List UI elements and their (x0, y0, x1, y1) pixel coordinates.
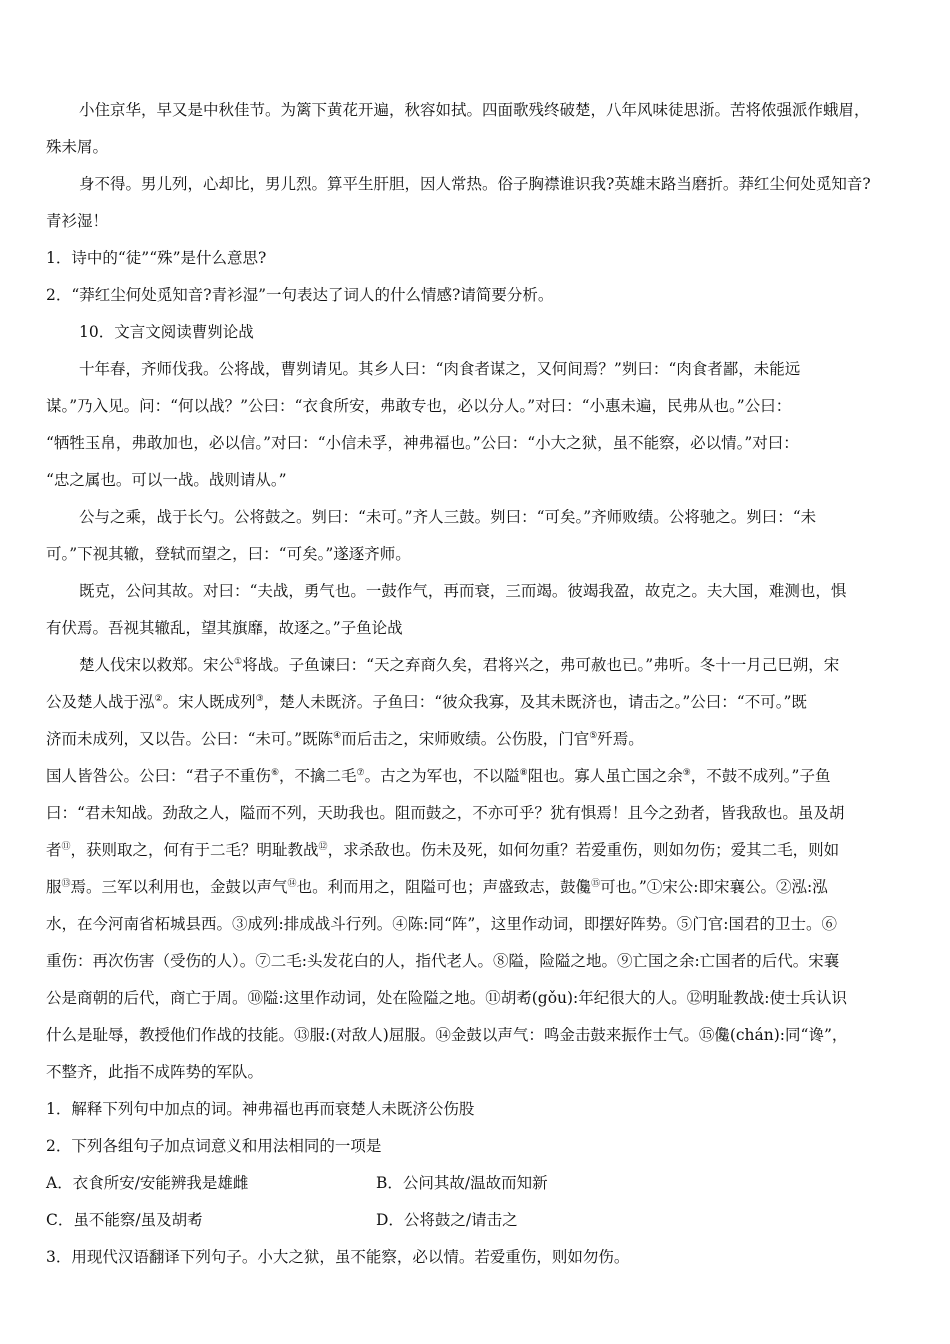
text-run: 者 (46, 841, 62, 859)
text-run: 阻也。寡人虽亡国之余 (527, 767, 683, 785)
text-line: 有伏焉。吾视其辙乱，望其旗靡，故逐之。”子鱼论战 (46, 619, 403, 637)
section-title: 10．文言文阅读曹刿论战 (79, 323, 254, 341)
text-run: ，求杀敌也。伤未及死，如何勿重？若爱重伤，则如勿伤；爱其二毛，则如 (327, 841, 840, 859)
text-run: 。古之为军也，不以隘 (364, 767, 520, 785)
text-run: 公及楚人战于泓 (46, 693, 155, 711)
text-line: 既克，公问其故。对曰：“夫战，勇气也。一鼓作气，再而衰，三而竭。彼竭我盈，故克之。夫大国，难测也，惧 (79, 582, 847, 600)
text-run: 服 (46, 878, 62, 896)
document-content (46, 92, 908, 1276)
option-d: D．公将鼓之/请击之 (376, 1211, 518, 1229)
option-a: A．衣食所安/安能辨我是雄雌 (46, 1174, 249, 1192)
footnote-marker: ⑮ (591, 878, 601, 889)
text-line: 可。”下视其辙，登轼而望之，曰：“可矣。”遂逐齐师。 (46, 545, 411, 563)
poem-question-1: 1．诗中的“徒”“殊”是什么意思? (46, 249, 267, 267)
text-line: 谋。”乃入见。问：“何以战？”公曰：“衣食所安，弗敢专也，必以分人。”对曰：“小惠未遍，民弗从也。”公曰： (46, 397, 792, 415)
footnote-marker: ⑦ (356, 767, 365, 778)
text-line: 十年春，齐师伐我。公将战，曹刿请见。其乡人曰：“肉食者谋之，又何间焉？”刿曰：“肉食者鄙，未能远 (79, 360, 801, 378)
footnote-marker: ⑥ (270, 767, 280, 778)
poem-question-2: 2．“莽红尘何处觅知音?青衫湿”一句表达了词人的什么情感?请简要分析。 (46, 286, 554, 304)
note-line: 不整齐，此指不成阵势的军队。 (46, 1063, 264, 1081)
text-run: 歼焉。 (597, 730, 644, 748)
note-line: 重伤：再次伤害（受伤的人）。⑦二毛:头发花白的人，指代老人。⑧隘，险隘之地。⑨亡国之余:亡国者的后代。宋襄 (46, 952, 840, 970)
footnote-marker: ② (154, 693, 163, 704)
footnote-marker: ⑧ (519, 767, 528, 778)
question-2: 2．下列各组句子加点词意义和用法相同的一项是 (46, 1137, 382, 1155)
cao-paragraph-2 (46, 499, 908, 573)
poem-paragraph-1 (46, 92, 908, 166)
text-line: “忠之属也。可以一战。战则请从。” (46, 471, 287, 489)
footnote-marker: ④ (333, 730, 342, 741)
footnote-marker: ③ (255, 693, 264, 704)
footnote-marker: ⑪ (61, 841, 71, 852)
option-c: C．虽不能察/虽及胡耇 (46, 1211, 203, 1229)
cao-paragraph-3 (46, 573, 908, 647)
options-row-1 (46, 1165, 908, 1202)
text-run: 焉。三军以利用也，金鼓以声气 (70, 878, 288, 896)
text-run: 曰：“君未知战。劲敌之人，隘而不列，天助我也。阻而鼓之，不亦可乎？犹有惧焉！且今之劲者，皆我敌也。虽及胡 (46, 804, 845, 822)
footnote-marker: ⑬ (61, 878, 71, 889)
note-line: 水，在今河南省柘城县西。③成列:排成战斗行列。④陈:同“阵”，这里作动词，即摆好阵势。⑤门官:国君的卫士。⑥ (46, 915, 838, 933)
text-line: 公与之乘，战于长勺。公将鼓之。刿曰：“未可。”齐人三鼓。刿曰：“可矣。”齐师败绩。公将驰之。刿曰：“未 (79, 508, 817, 526)
footnote-marker: ⑭ (287, 878, 297, 889)
text-run: 也。利而用之，阻隘可也；声盛致志，鼓儳 (296, 878, 592, 896)
text-run: ，获则取之，何有于二毛？明耻教战 (70, 841, 319, 859)
poem-paragraph-2 (46, 166, 908, 240)
ziyu-paragraph-2 (46, 758, 908, 1091)
text-run: 将战。子鱼谏曰：“天之弃商久矣，君将兴之，弗可赦也已。”弗听。冬十一月己巳朔，宋 (242, 656, 840, 674)
options-row-2 (46, 1202, 908, 1239)
option-b: B．公问其故/温故而知新 (376, 1174, 548, 1192)
text-run: ，不擒二毛 (279, 767, 357, 785)
poem-line: 小住京华，早又是中秋佳节。为篱下黄花开遍，秋容如拭。四面歌残终破楚，八年风味徒思浙。苦将侬强派作蛾眉， (79, 101, 870, 119)
text-run: ，不鼓不成列。”子鱼 (690, 767, 831, 785)
note-line: 什么是耻辱，教授他们作战的技能。⑬服:(对敌人)屈服。⑭金鼓以声气：鸣金击鼓来振作士气。⑮儳(chán):同“谗”， (46, 1026, 848, 1044)
text-run: 可也。”①宋公:即宋襄公。②泓:泓 (600, 878, 828, 896)
footnote-marker: ⑨ (682, 767, 691, 778)
question-3: 3．用现代汉语翻译下列句子。小大之狱，虽不能察，必以情。若爱重伤，则如勿伤。 (46, 1248, 630, 1266)
text-run: 国人皆咎公。公曰：“君子不重伤 (46, 767, 271, 785)
ziyu-paragraph-1 (46, 647, 908, 758)
text-line: “牺牲玉帛，弗敢加也，必以信。”对曰：“小信未孚，神弗福也。”公曰：“小大之狱，虽不能察，必以情。”对曰： (46, 434, 799, 452)
text-run: ，楚人未既济。子鱼曰：“彼众我寡，及其未既济也，请击之。”公曰：“不可。”既 (263, 693, 807, 711)
footnote-marker: ⑫ (318, 841, 328, 852)
question-1: 1．解释下列句中加点的词。神弗福也再而衰楚人未既济公伤股 (46, 1100, 475, 1118)
poem-line: 青衫湿！ (46, 212, 109, 230)
poem-line: 殊未屑。 (46, 138, 109, 156)
footnote-marker: ⑤ (589, 730, 598, 741)
poem-line: 身不得。男儿列，心却比，男儿烈。算平生肝胆，因人常热。俗子胸襟谁识我?英雄末路当磨折。莽红尘何处觅知音? (79, 175, 871, 193)
cao-paragraph-1 (46, 351, 908, 499)
note-line: 公是商朝的后代，商亡于周。⑩隘:这里作动词，处在险隘之地。⑪胡耇(gǒu):年纪很大的人。⑫明耻教战:使士兵认识 (46, 989, 848, 1007)
footnote-marker: ① (234, 656, 243, 667)
text-run: 楚人伐宋以救郑。宋公 (79, 656, 235, 674)
text-run: 济而未成列，又以告。公曰：“未可。”既陈 (46, 730, 334, 748)
text-run: 。宋人既成列 (162, 693, 256, 711)
text-run: 而后击之，宋师败绩。公伤股，门官 (341, 730, 590, 748)
